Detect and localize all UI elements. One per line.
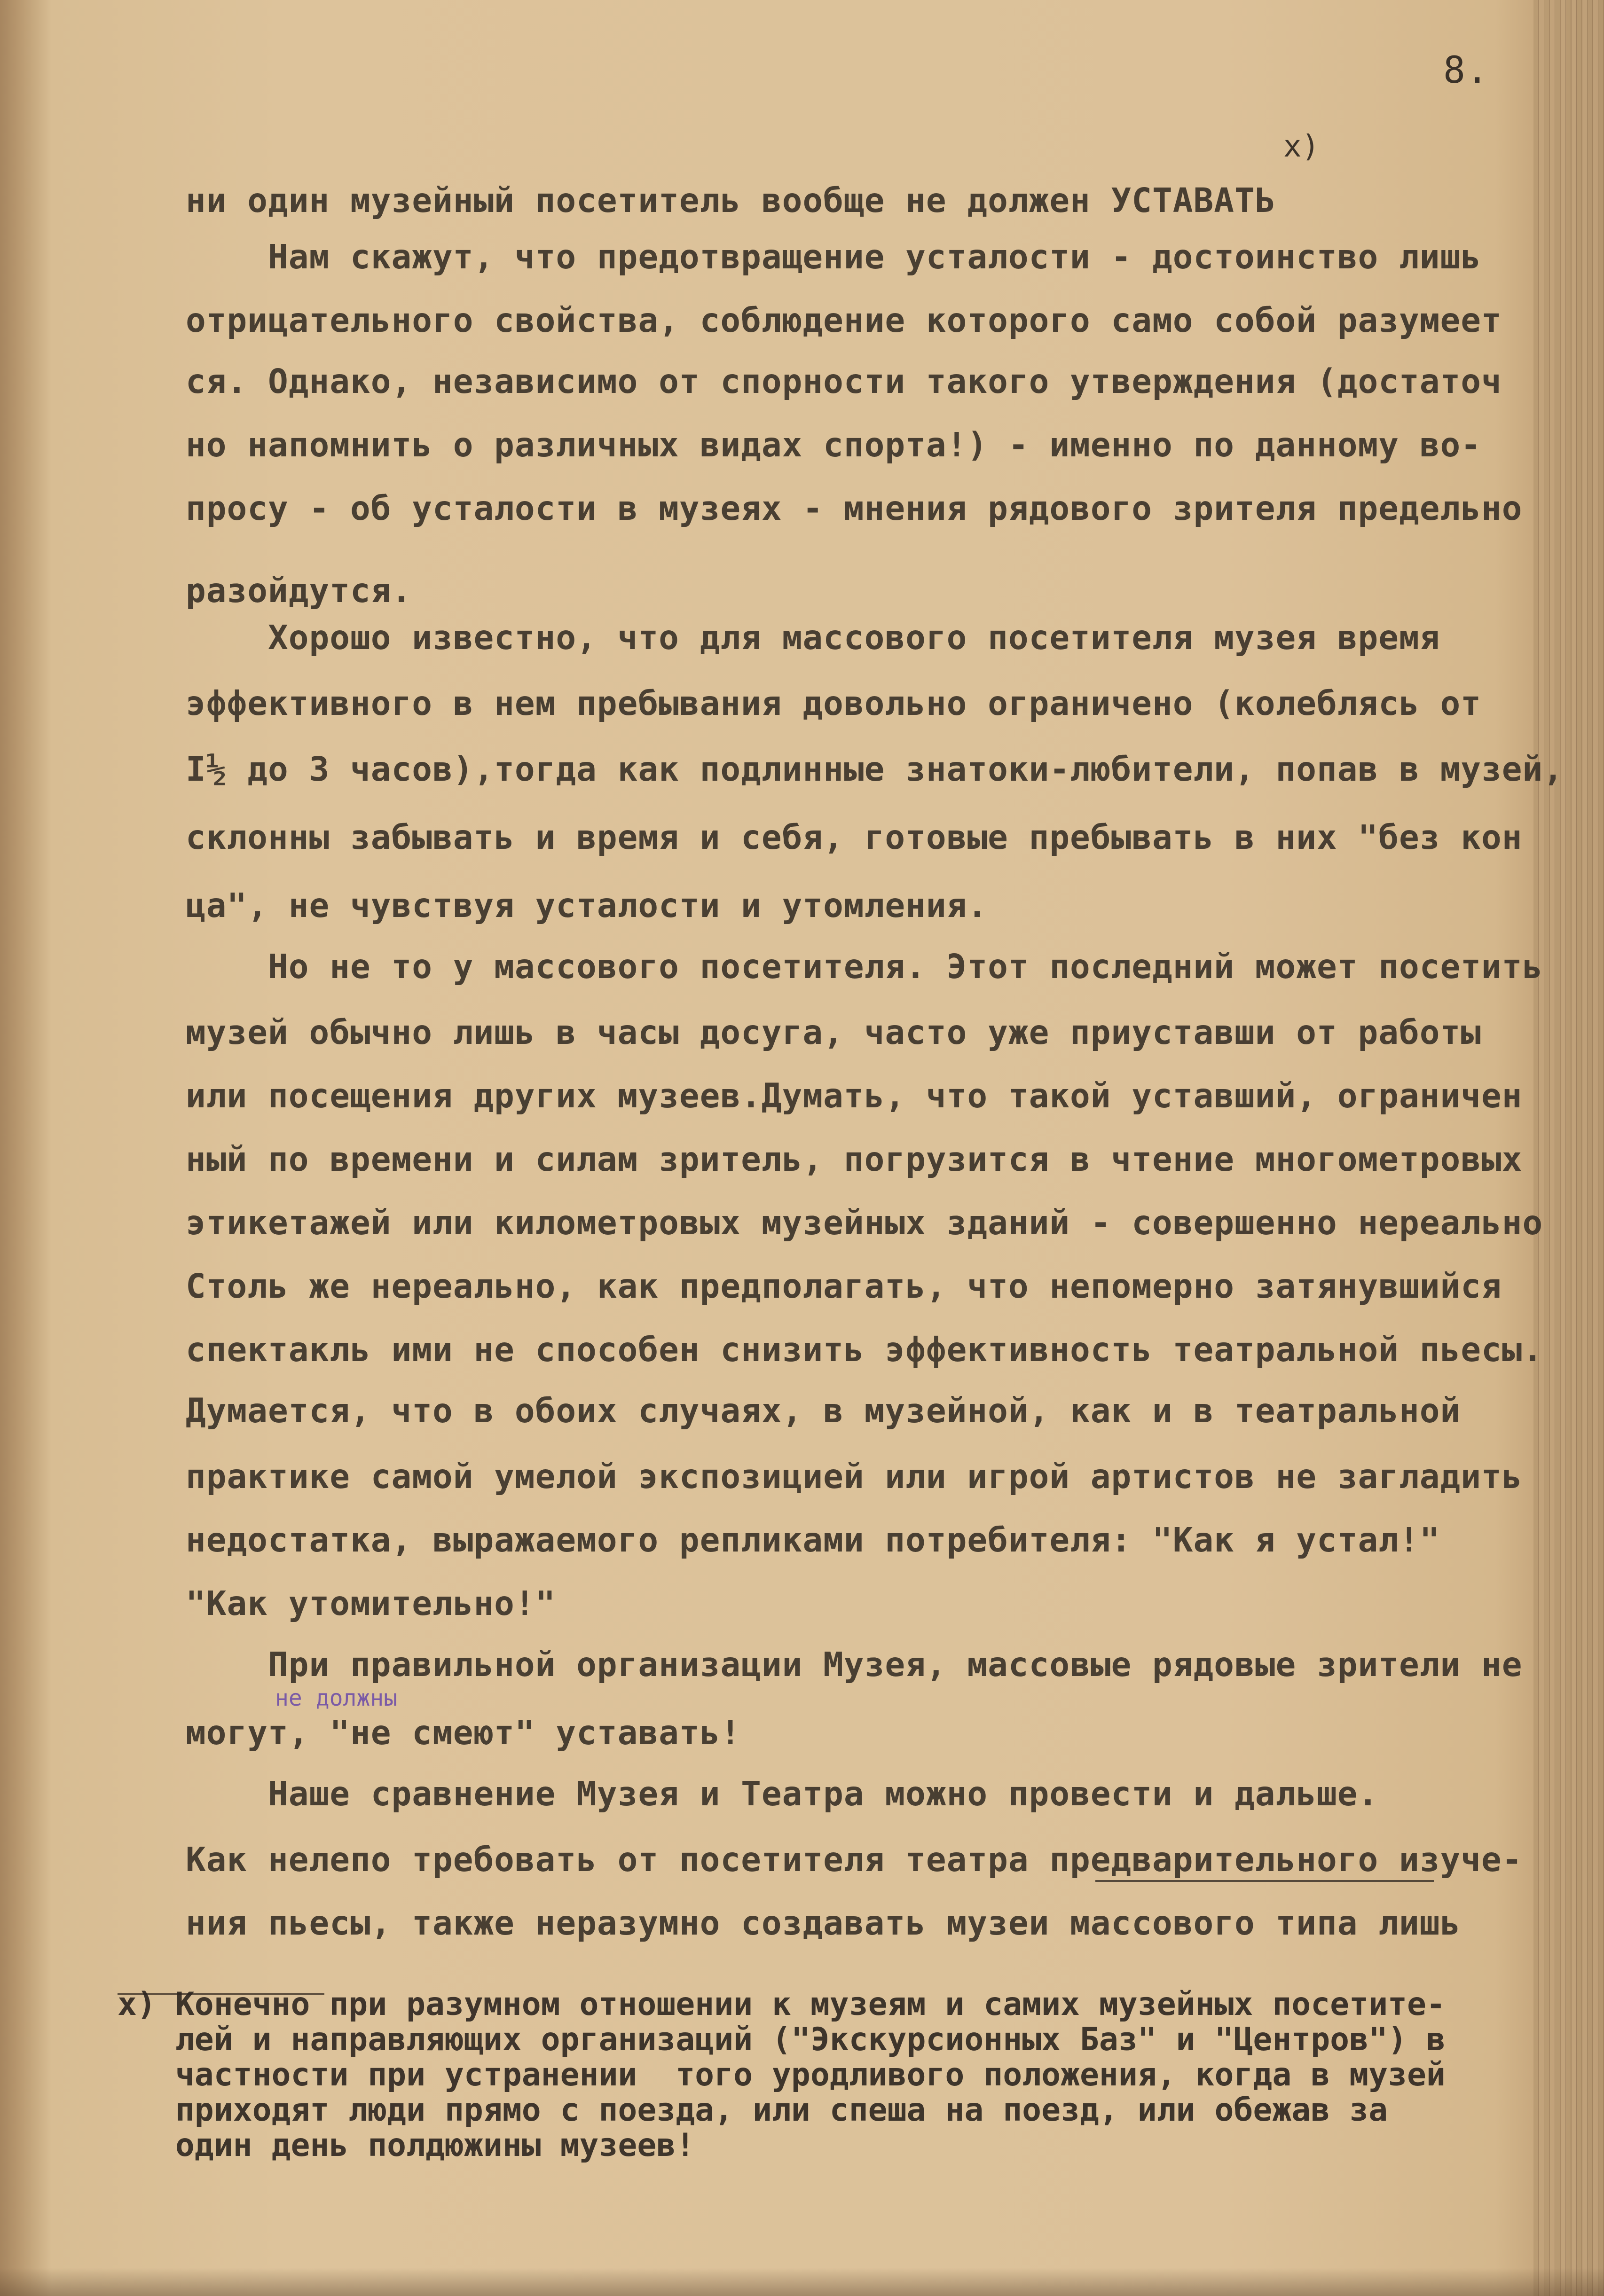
page-number: 8. [1443, 49, 1489, 92]
footnote-marker: x) [1283, 129, 1320, 164]
body-line: могут, "не смеют" уставать! [186, 1713, 741, 1752]
body-line: но напомнить о различных видах спорта!) - именно по данному во- [186, 425, 1481, 464]
body-line: "Как утомительно!" [186, 1584, 556, 1623]
body-line: музей обычно лишь в часы досуга, часто уже приуставши от работы [186, 1013, 1481, 1052]
body-line: Наше сравнение Музея и Театра можно провести и дальше. [186, 1774, 1379, 1813]
footnote-line: один день полдюжины музеев! [118, 2127, 695, 2164]
body-line: ный по времени и силам зритель, погрузится в чтение многометровых [186, 1140, 1523, 1179]
body-line: этикетажей или километровых музейных зданий - совершенно нереально [186, 1203, 1543, 1242]
footnote-line: приходят люди прямо с поезда, или спеша на поезд, или обежав за [118, 2092, 1388, 2129]
body-line: просу - об усталости в музеях - мнения рядового зрителя предельно [186, 489, 1523, 528]
body-line: или посещения других музеев.Думать, что такой уставший, ограничен [186, 1076, 1523, 1115]
body-line: склонны забывать и время и себя, готовые пребывать в них "без кон [186, 818, 1523, 857]
body-line: Но не то у массового посетителя. Этот последний может посетить [186, 947, 1543, 986]
body-line: I½ до 3 часов),тогда как подлинные знатоки-любители, попав в музей, [186, 750, 1564, 789]
body-line: эффективного в нем пребывания довольно ограничено (колеблясь от [186, 684, 1481, 723]
body-line: Как нелепо требовать от посетителя театра предварительного изуче- [186, 1840, 1523, 1879]
body-line: ния пьесы, также неразумно создавать музеи массового типа лишь [186, 1904, 1461, 1943]
body-line: практике самой умелой экспозицией или игрой артистов не загладить [186, 1457, 1523, 1496]
body-line: Нам скажут, что предотвращение усталости - достоинство лишь [186, 237, 1481, 276]
body-line: спектакль ими не способен снизить эффективность театральной пьесы. [186, 1330, 1543, 1369]
body-line: ся. Однако, независимо от спорности такого утверждения (достаточ [186, 362, 1502, 401]
footnote-line: x) Конечно при разумном отношении к музеям и самих музейных посетите- [118, 1986, 1446, 2023]
body-line: Думается, что в обоих случаях, в музейной, как и в театральной [186, 1391, 1461, 1430]
body-line: При правильной организации Музея, массовые рядовые зрители не [186, 1645, 1523, 1684]
body-line: Столь же нереально, как предполагать, что непомерно затянувшийся [186, 1267, 1502, 1306]
body-line: отрицательного свойства, соблюдение которого само собой разумеет [186, 301, 1502, 340]
body-line: ни один музейный посетитель вообще не должен УСТАВАТЬ [186, 181, 1276, 220]
handwritten-correction: не должны [275, 1685, 398, 1711]
footnote-line: частности при устранении того уродливого положения, когда в музей [118, 2056, 1446, 2093]
footnote-line: лей и направляющих организаций ("Экскурсионных Баз" и "Центров") в [118, 2021, 1446, 2058]
underline-mark [1095, 1880, 1434, 1882]
body-line: разойдутся. [186, 571, 412, 610]
body-line: Хорошо известно, что для массового посетителя музея время [186, 618, 1440, 657]
body-line: недостатка, выражаемого репликами потребителя: "Как я устал!" [186, 1520, 1440, 1559]
body-line: ца", не чувствуя усталости и утомления. [186, 886, 988, 925]
